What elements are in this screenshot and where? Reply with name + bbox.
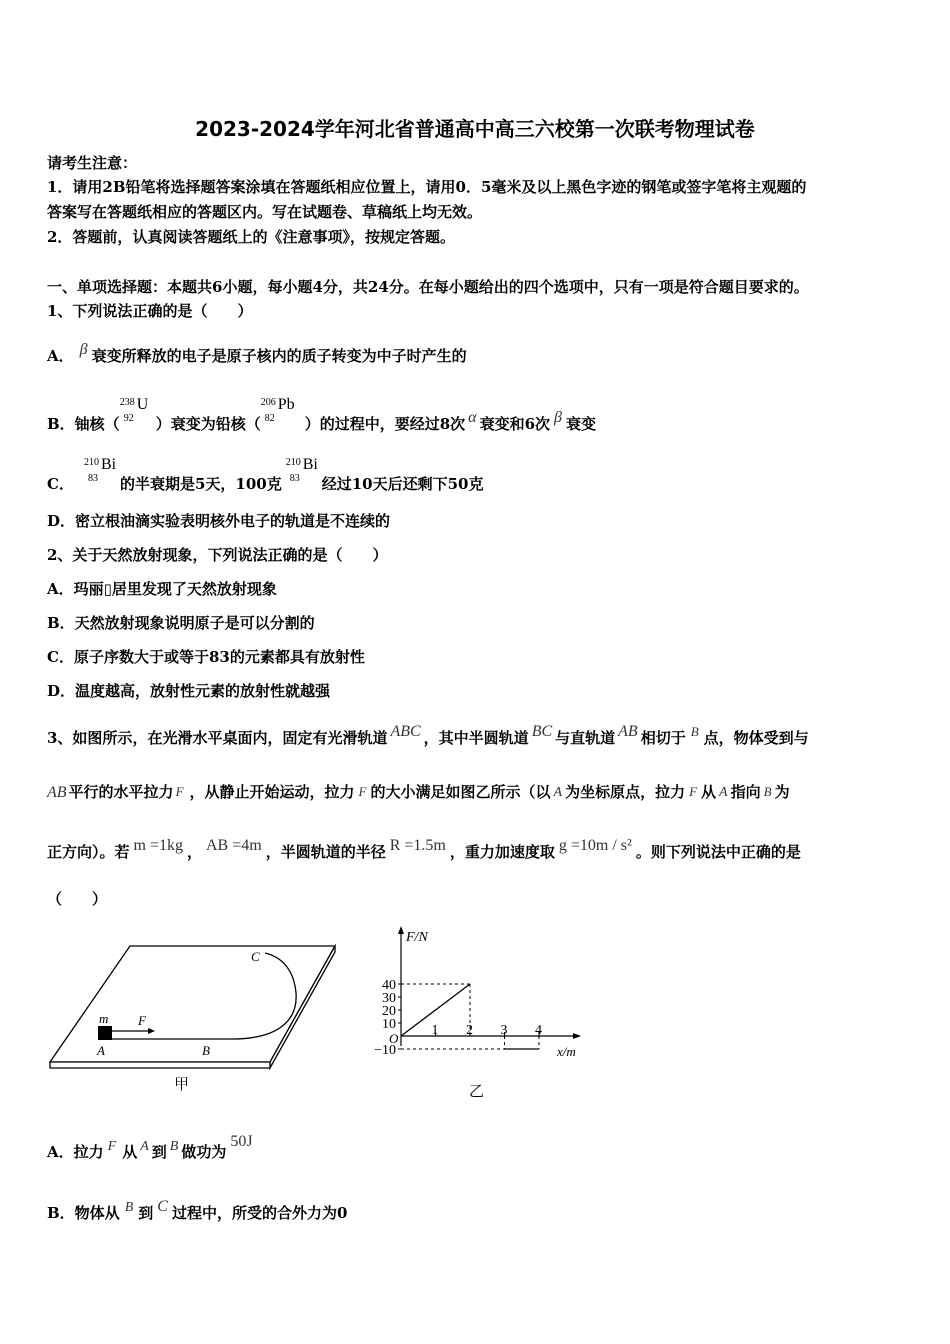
stem-text: ，从静止开始运动，拉力 — [189, 783, 355, 801]
alpha-symbol: α — [468, 409, 477, 426]
y-tick-label: 10 — [382, 1017, 396, 1032]
option-label: A． — [47, 347, 74, 365]
beta-symbol: β — [79, 341, 88, 358]
option-label: C． — [47, 475, 74, 493]
caption-yi: 乙 — [469, 1084, 485, 1100]
stem-text: 。则下列说法中正确的是 — [635, 843, 801, 861]
option-text: A．拉力 — [47, 1143, 104, 1161]
notice-heading: 请考生注意： — [47, 154, 138, 172]
option-text: 的半衰期是5天，100克 — [119, 475, 282, 493]
symbol-b: B — [124, 1200, 134, 1215]
symbol-ab: AB — [618, 723, 638, 740]
track-figure — [40, 935, 370, 1100]
uranium-nuclide: 238 92 U — [119, 396, 149, 424]
label-b: B — [202, 1043, 210, 1058]
symbol-bc: BC — [531, 723, 553, 740]
q3-option-a — [47, 1133, 253, 1164]
label-m: m — [99, 1011, 109, 1026]
length-expression: AB =4m — [206, 837, 262, 854]
origin-label: O — [389, 1031, 399, 1046]
y-tick-label: 20 — [382, 1004, 396, 1019]
force-displacement-chart — [365, 922, 595, 1100]
chart-marks — [374, 978, 542, 1058]
symbol-b: B — [763, 784, 772, 799]
option-text: 做功为 — [181, 1143, 227, 1161]
x-tick-label: 3 — [500, 1023, 508, 1038]
stem-text: ，重力加速度取 — [449, 843, 555, 861]
y-axis-arrow — [398, 926, 404, 934]
table-front — [50, 1062, 270, 1068]
label-c: C — [251, 949, 260, 964]
symbol-a: A — [719, 785, 728, 800]
stem-text: 为 — [774, 783, 790, 801]
q3-stem-line3 — [47, 837, 801, 863]
label-a: A — [97, 1043, 105, 1058]
stem-text: 平行的水平拉力 — [68, 783, 174, 801]
symbol-ab: AB — [47, 784, 67, 801]
q1-option-b — [47, 396, 596, 435]
stem-text: 3、如图所示，在光滑水平桌面内，固定有光滑轨道 — [47, 729, 388, 747]
q3-option-b — [47, 1198, 348, 1225]
option-text-2: 经过10天后还剩下50克 — [321, 475, 484, 493]
x-tick-label: 2 — [466, 1023, 473, 1038]
page-title: 2023-2024学年河北省普通高中高三六校第一次联考物理试卷 — [195, 117, 755, 141]
option-text: 从 — [122, 1143, 138, 1161]
symbol-c: C — [157, 1198, 168, 1215]
q2-option-c: C．原子序数大于或等于83的元素都具有放射性 — [47, 648, 365, 666]
y-tick-label: 30 — [382, 991, 396, 1006]
section-heading: 一、单项选择题：本题共6小题，每小题4分，共24分。在每小题给出的四个选项中，只有一项是符合题目要求的。 — [47, 278, 809, 296]
symbol-a: A — [140, 1139, 149, 1154]
notice-item-2: 2．答题前，认真阅读答题纸上的《注意事项》，按规定答题。 — [47, 228, 455, 246]
q3-answer-paren: （ ） — [47, 890, 108, 908]
radius-expression: R =1.5m — [389, 837, 446, 854]
option-text: B．铀核（ — [47, 415, 120, 433]
stem-text: 指向 — [730, 783, 761, 801]
stem-text: 从 — [701, 783, 717, 801]
y-axis-label: F/N — [406, 930, 428, 945]
stem-text: 的大小满足如图乙所示（以 — [370, 783, 551, 801]
q2-stem: 2、关于天然放射现象，下列说法正确的是（ ） — [47, 546, 388, 564]
stem-text: ，半圆轨道的半径 — [265, 843, 386, 861]
table-side — [270, 946, 335, 1068]
symbol-a: A — [553, 785, 563, 800]
q1-option-d: D．密立根油滴实验表明核外电子的轨道是不连续的 — [47, 512, 391, 530]
stem-text: 点，物体受到与 — [703, 729, 809, 747]
stem-text: 相切于 — [640, 729, 686, 747]
q2-option-b: B．天然放射现象说明原子是可以分割的 — [47, 614, 315, 632]
block-m — [98, 1026, 112, 1040]
q3-stem-line1 — [47, 723, 809, 749]
track-abc — [108, 953, 296, 1039]
q1-option-a — [47, 341, 467, 367]
y-tick-label: 40 — [382, 978, 396, 993]
option-text: 到 — [138, 1204, 154, 1222]
x-axis-arrow — [573, 1033, 581, 1039]
beta-symbol: β — [554, 409, 562, 426]
stem-text: ， — [186, 843, 202, 861]
lead-nuclide: 206 82 Pb — [260, 396, 295, 424]
x-tick-label: 4 — [535, 1023, 542, 1038]
x-axis-label: x/m — [557, 1044, 576, 1059]
symbol-b: B — [169, 1139, 179, 1154]
option-text: 衰变所释放的电子是原子核内的质子转变为中子时产生的 — [91, 347, 467, 365]
option-text: 到 — [151, 1143, 167, 1161]
stem-text: 正方向）。若 — [47, 843, 130, 861]
q3-stem-line2 — [47, 782, 790, 804]
option-text-mid: ）衰变为铅核（ — [155, 415, 261, 433]
symbol-b: B — [690, 724, 699, 739]
q2-option-d: D．温度越高，放射性元素的放射性就越强 — [47, 682, 331, 700]
bismuth-nuclide-2: 210 83 Bi — [285, 456, 318, 484]
option-text-tail3: 衰变 — [565, 415, 596, 433]
stem-text: 与直轨道 — [555, 729, 616, 747]
q1-option-c — [47, 456, 484, 494]
symbol-f: F — [175, 784, 184, 799]
bismuth-nuclide: 210 83 Bi — [83, 456, 117, 484]
caption-jia: 甲 — [174, 1077, 190, 1093]
symbol-f: F — [358, 784, 367, 799]
symbol-f: F — [689, 784, 698, 799]
stem-text: 为坐标原点，拉力 — [565, 783, 686, 801]
option-text: B．物体从 — [47, 1204, 120, 1222]
label-f: F — [138, 1013, 146, 1028]
x-tick-label: 1 — [431, 1023, 439, 1038]
option-text: 过程中，所受的合外力为0 — [171, 1204, 348, 1222]
q1-stem: 1、下列说法正确的是（ ） — [47, 302, 253, 320]
option-text-tail: ）的过程中，要经过8次 — [304, 415, 466, 433]
work-value: 50J — [230, 1133, 253, 1150]
gravity-expression: g =10m / s² — [558, 837, 632, 854]
mass-expression: m =1kg — [133, 837, 183, 854]
table-top — [50, 946, 335, 1062]
symbol-f: F — [107, 1139, 117, 1154]
force-arrowhead — [148, 1028, 155, 1034]
symbol-abc: ABC — [390, 723, 421, 740]
notice-item-1-cont: 答案写在答题纸相应的答题区内。写在试题卷、草稿纸上均无效。 — [47, 203, 483, 221]
y-tick-label: −10 — [374, 1043, 396, 1058]
stem-text: ，其中半圆轨道 — [423, 729, 529, 747]
option-text-tail2: 衰变和6次 — [479, 415, 550, 433]
notice-item-1: 1．请用2B铅笔将选择题答案涂填在答题纸相应位置上，请用0．5毫米及以上黑色字迹的钢笔或签字笔将主观题的 — [47, 178, 807, 196]
q2-option-a: A．玛丽▯居里发现了天然放射现象 — [47, 580, 277, 598]
